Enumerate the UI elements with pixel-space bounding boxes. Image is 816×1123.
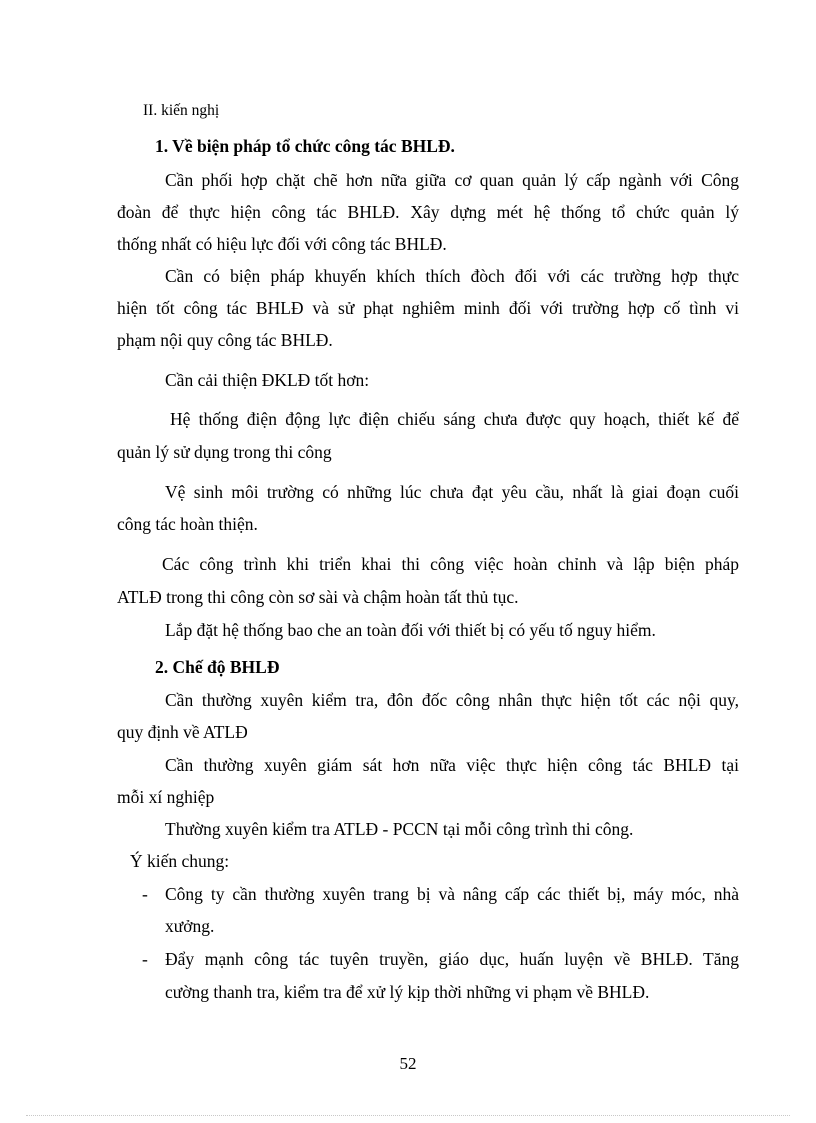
paragraph-5-line-2: công tác hoàn thiện. bbox=[117, 514, 258, 534]
paragraph-10-line-1: Thường xuyên kiểm tra ATLĐ - PCCN tại mỗi công trình thi công. bbox=[165, 819, 634, 839]
section-title: II. kiến nghị bbox=[143, 102, 220, 119]
paragraph-9-line-2: mỗi xí nghiệp bbox=[117, 787, 215, 807]
bullet-marker: - bbox=[142, 949, 148, 969]
paragraph-8-line-1: Cần thường xuyên kiểm tra, đôn đốc công nhân thực hiện tốt các nội quy, bbox=[165, 690, 739, 710]
bullet-1-line-1: Công ty cần thường xuyên trang bị và nâng cấp các thiết bị, máy móc, nhà bbox=[165, 884, 739, 904]
paragraph-2-line-3: phạm nội quy công tác BHLĐ. bbox=[117, 330, 333, 350]
bullet-1-line-2: xưởng. bbox=[165, 916, 215, 936]
paragraph-1-line-1: Cần phối hợp chặt chẽ hơn nữa giữa cơ quan quản lý cấp ngành với Công bbox=[165, 170, 739, 190]
bullet-2-line-2: cường thanh tra, kiểm tra để xử lý kịp thời những vi phạm về BHLĐ. bbox=[165, 982, 650, 1002]
heading-2: 2. Chế độ BHLĐ bbox=[155, 657, 280, 677]
paragraph-2-line-2: hiện tốt công tác BHLĐ và sử phạt nghiêm minh đối với trường hợp cố tình vi bbox=[117, 298, 739, 318]
paragraph-3-line-1: Cần cải thiện ĐKLĐ tốt hơn: bbox=[165, 370, 370, 390]
paragraph-9-line-1: Cần thường xuyên giám sát hơn nữa việc thực hiện công tác BHLĐ tại bbox=[165, 755, 739, 775]
general-opinion-title: Ý kiến chung: bbox=[130, 851, 230, 871]
paragraph-7-line-1: Lắp đặt hệ thống bao che an toàn đối với thiết bị có yếu tố nguy hiểm. bbox=[165, 620, 656, 640]
paragraph-1-line-2: đoàn để thực hiện công tác BHLĐ. Xây dựng mét hệ thống tổ chức quản lý bbox=[117, 202, 739, 222]
paragraph-6-line-1: Các công trình khi triển khai thi công việc hoàn chỉnh và lập biện pháp bbox=[162, 554, 739, 574]
heading-1: 1. Về biện pháp tổ chức công tác BHLĐ. bbox=[155, 136, 455, 156]
paragraph-6-line-2: ATLĐ trong thi công còn sơ sài và chậm hoàn tất thủ tục. bbox=[117, 587, 519, 607]
paragraph-4-line-2: quản lý sử dụng trong thi công bbox=[117, 442, 332, 462]
paragraph-5-line-1: Vệ sinh môi trường có những lúc chưa đạt yêu cầu, nhất là giai đoạn cuối bbox=[165, 482, 739, 502]
page-bottom-border bbox=[26, 1115, 790, 1116]
bullet-marker: - bbox=[142, 884, 148, 904]
paragraph-1-line-3: thống nhất có hiệu lực đối với công tác BHLĐ. bbox=[117, 234, 447, 254]
paragraph-2-line-1: Cần có biện pháp khuyến khích thích đòch đối với các trường hợp thực bbox=[165, 266, 739, 286]
bullet-2-line-1: Đẩy mạnh công tác tuyên truyền, giáo dục, huấn luyện về BHLĐ. Tăng bbox=[165, 949, 739, 969]
page-number: 52 bbox=[399, 1054, 417, 1073]
paragraph-4-line-1: Hệ thống điện động lực điện chiếu sáng chưa được quy hoạch, thiết kế để bbox=[170, 409, 739, 429]
paragraph-8-line-2: quy định về ATLĐ bbox=[117, 722, 248, 742]
